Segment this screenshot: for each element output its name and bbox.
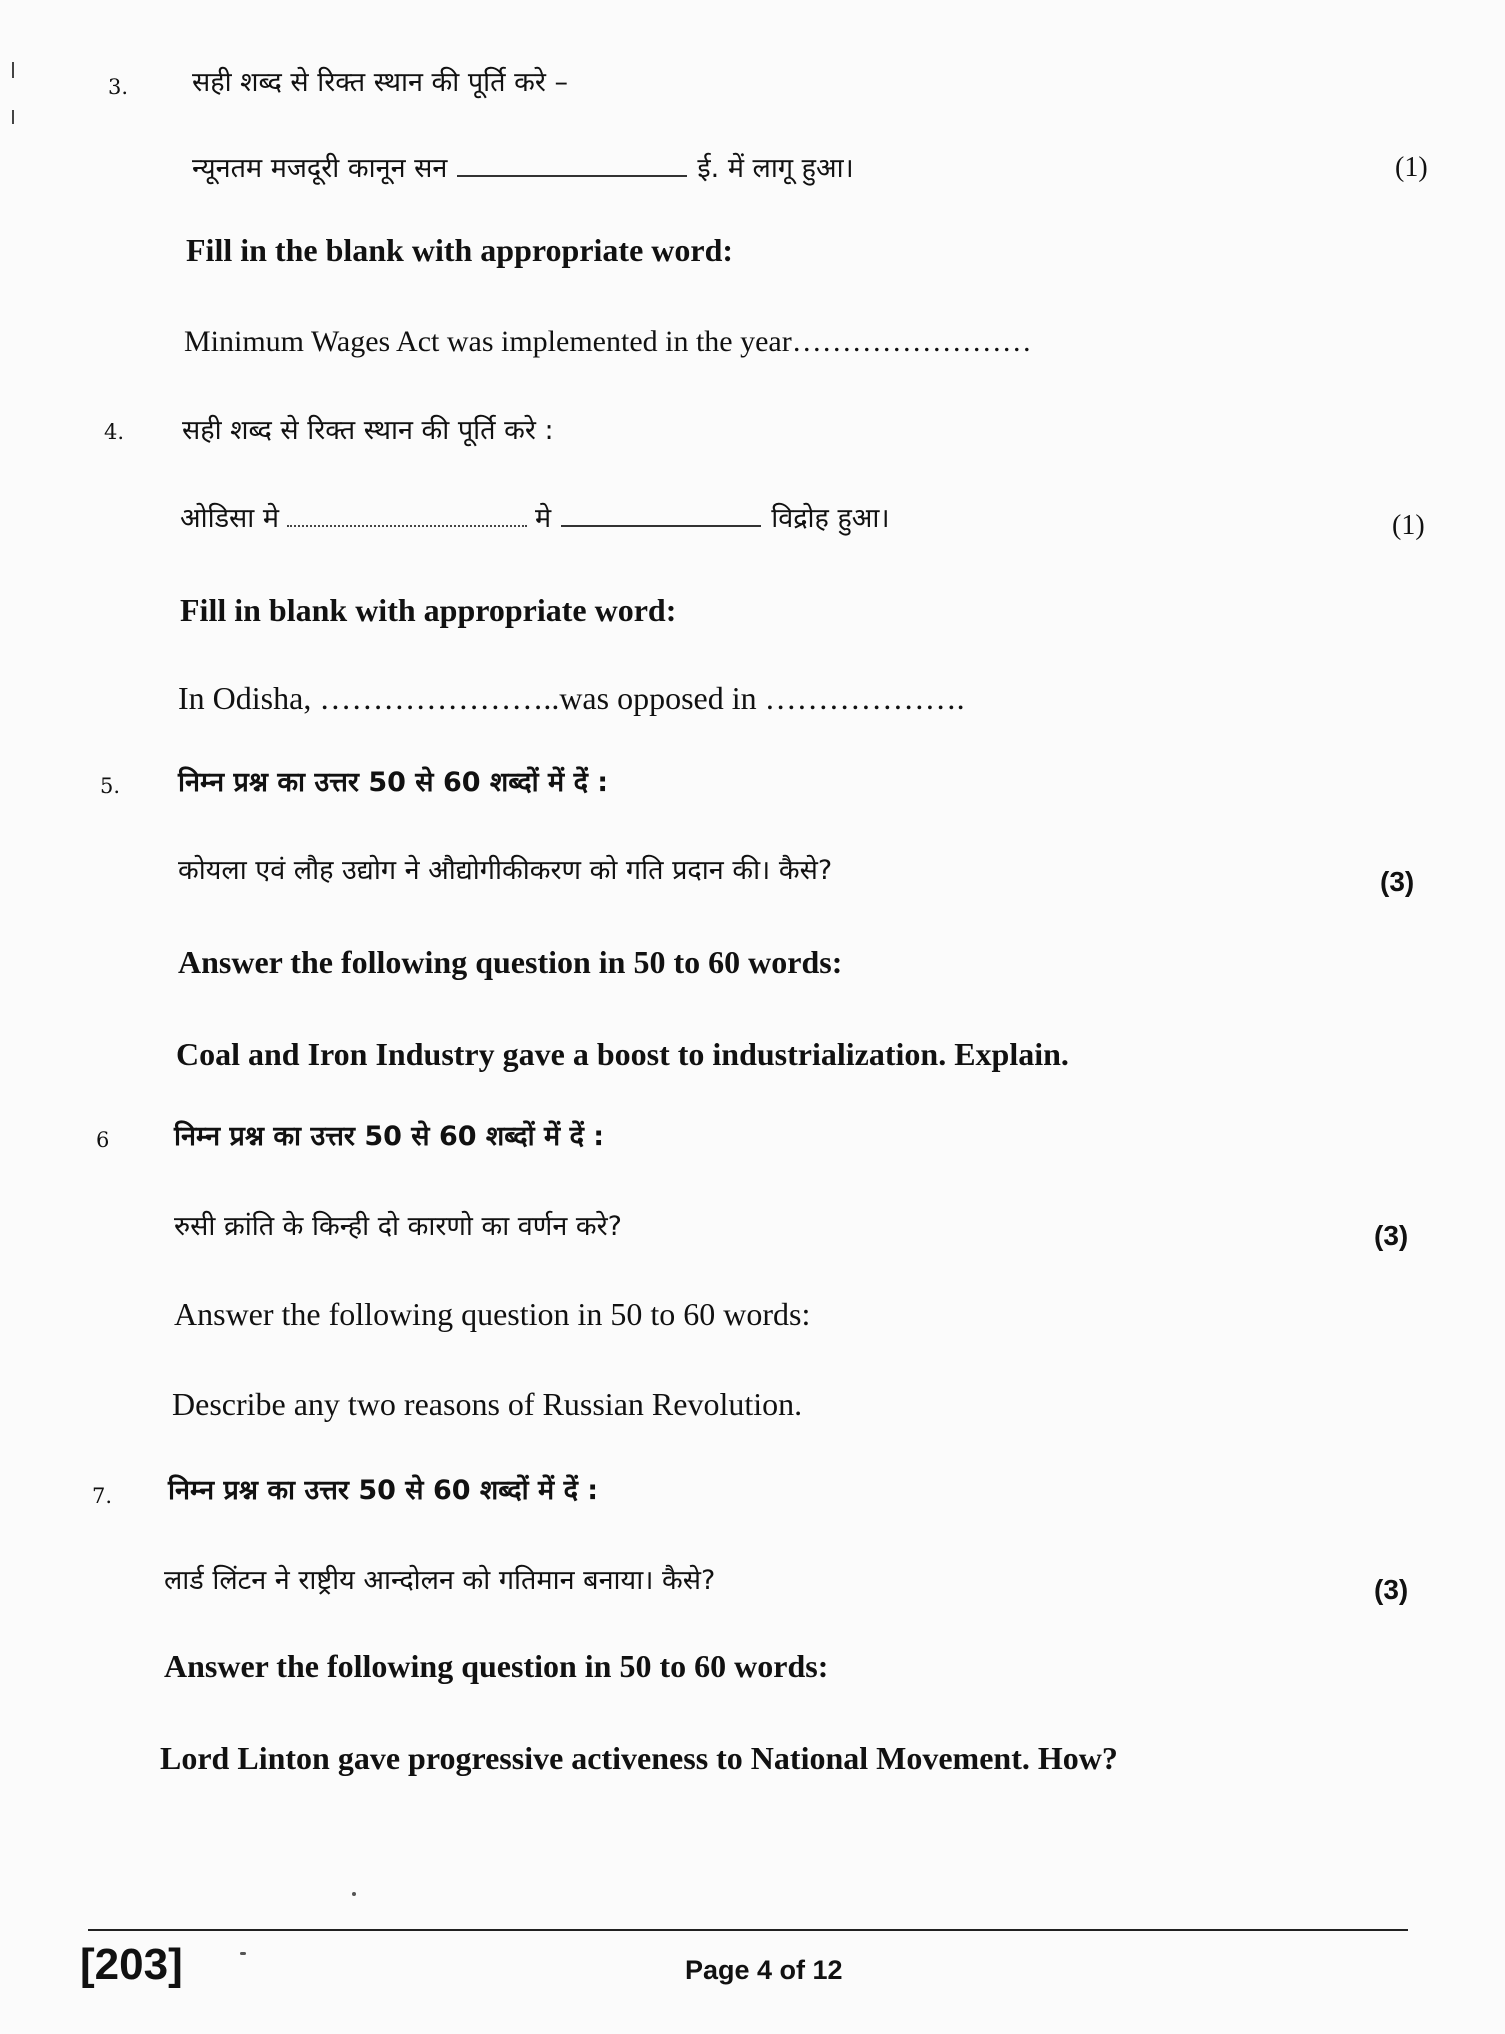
statement-hindi-post: ई. में लागू हुआ। <box>697 153 854 184</box>
statement-hindi: कोयला एवं लौह उद्योग ने औद्योगीकीकरण को गति प्रदान की। कैसे? <box>178 855 833 886</box>
marks-label: (1) <box>1392 510 1425 541</box>
statement-hindi-post: विद्रोह हुआ। <box>771 503 890 534</box>
instruction-english: Answer the following question in 50 to 60 words: <box>178 944 843 980</box>
statement-hindi: लार्ड लिंटन ने राष्ट्रीय आन्दोलन को गतिमान बनाया। कैसे? <box>164 1565 716 1596</box>
statement-hindi-mid: मे <box>535 503 552 534</box>
marks-label: (1) <box>1395 152 1428 183</box>
marks-label: (3) <box>1380 866 1415 897</box>
margin-mark <box>12 62 14 78</box>
statement-english: Describe any two reasons of Russian Revolution. <box>172 1386 803 1422</box>
instruction-hindi: निम्न प्रश्न का उत्तर 50 से 60 शब्दों में दें : <box>174 1121 605 1152</box>
statement-english: Lord Linton gave progressive activeness to National Movement. How? <box>160 1740 1118 1776</box>
paper-code: [203] <box>80 1940 183 1989</box>
footer-divider <box>88 1929 1408 1931</box>
marks-label: (3) <box>1374 1220 1409 1251</box>
speck <box>352 1892 356 1896</box>
instruction-hindi: निम्न प्रश्न का उत्तर 50 से 60 शब्दों में दें : <box>178 767 609 798</box>
fill-blank <box>287 524 527 527</box>
question-number: 6 <box>96 1128 110 1152</box>
statement-hindi <box>180 498 890 535</box>
statement-english: Coal and Iron Industry gave a boost to industrialization. Explain. <box>176 1036 1069 1072</box>
page-number: Page 4 of 12 <box>685 1955 843 1985</box>
question-number: 5. <box>100 774 121 798</box>
question-number: 7. <box>92 1484 113 1508</box>
statement-english: Minimum Wages Act was implemented in the year…………………… <box>184 325 1032 358</box>
statement-english: In Odisha, …………………..was opposed in ………………. <box>178 680 965 716</box>
question-number: 3. <box>108 75 129 99</box>
fill-blank <box>457 174 687 177</box>
instruction-english: Answer the following question in 50 to 60 words: <box>164 1648 829 1684</box>
fill-blank <box>561 524 761 527</box>
instruction-hindi: सही शब्द से रिक्त स्थान की पूर्ति करे – <box>192 67 569 98</box>
marks-label: (3) <box>1374 1574 1409 1605</box>
statement-hindi-pre: न्यूनतम मजदूरी कानून सन <box>192 153 448 184</box>
statement-hindi: रुसी क्रांति के किन्ही दो कारणो का वर्णन करे? <box>174 1211 623 1242</box>
instruction-hindi: सही शब्द से रिक्त स्थान की पूर्ति करे : <box>182 415 554 446</box>
instruction-english: Fill in the blank with appropriate word: <box>186 232 734 268</box>
instruction-english: Fill in blank with appropriate word: <box>180 592 677 628</box>
statement-hindi-pre: ओडिसा मे <box>180 503 280 534</box>
question-number: 4. <box>104 420 125 444</box>
instruction-english: Answer the following question in 50 to 60 words: <box>174 1296 811 1332</box>
statement-hindi <box>192 148 854 185</box>
instruction-hindi: निम्न प्रश्न का उत्तर 50 से 60 शब्दों में दें : <box>168 1475 599 1506</box>
speck <box>240 1952 246 1955</box>
margin-mark <box>12 110 14 124</box>
